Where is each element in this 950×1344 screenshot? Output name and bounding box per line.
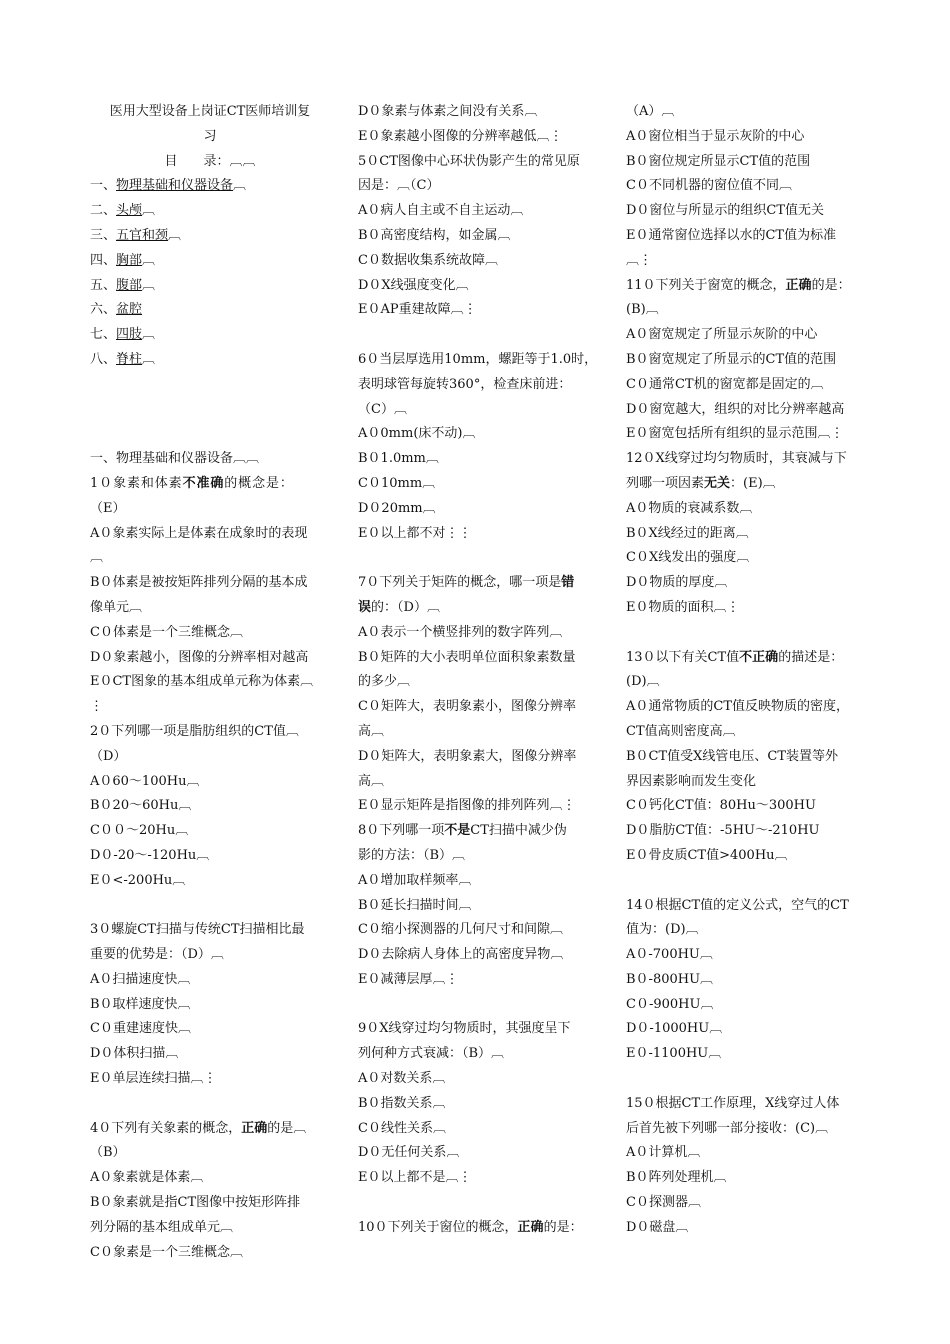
option-line: B０高密度结构，如金属︹ bbox=[358, 227, 511, 243]
option-line: B０-800HU︹ bbox=[626, 971, 714, 987]
toc-item[interactable]: 六、盆腔 bbox=[90, 302, 143, 318]
toc-item[interactable]: 四、胸部︹ bbox=[90, 252, 156, 268]
option-line: B０20～60Hu︹ bbox=[90, 798, 192, 814]
question-text: 2０下列哪一项是脂肪组织的CT值︹ bbox=[90, 723, 299, 739]
toc-link-head[interactable]: 头颅 bbox=[116, 203, 143, 219]
option-line: A０-700HU︹ bbox=[626, 947, 713, 963]
question-text: 9０X线穿过均匀物质时，其强度呈下 bbox=[358, 1021, 571, 1037]
option-line: A０通常物质的CT值反映物质的密度， bbox=[626, 699, 850, 715]
option-line: ⋮ bbox=[90, 699, 103, 715]
question-text: 误的：（D）︹ bbox=[358, 599, 440, 615]
toc-link-ent-neck[interactable]: 五官和颈 bbox=[116, 227, 169, 243]
doc-title-line-2: 习 bbox=[203, 128, 217, 144]
option-line: A０表示一个横竖排列的数字阵列︹ bbox=[358, 624, 563, 640]
option-line: A０窗位相当于显示灰阶的中心 bbox=[626, 128, 805, 144]
option-line: 界因素影响而发生变化 bbox=[626, 773, 757, 789]
option-line: C０10mm︹ bbox=[358, 475, 436, 491]
option-line: E０-1100HU︹ bbox=[626, 1046, 722, 1062]
option-line: A０对数关系︹ bbox=[358, 1071, 446, 1087]
option-line: ︹ bbox=[90, 550, 104, 566]
toc-item[interactable]: 三、五官和颈︹ bbox=[90, 227, 182, 243]
option-line: E０通常窗位选择以水的CT值为标准 bbox=[626, 227, 837, 243]
option-line: CT值高则密度高︹ bbox=[626, 723, 736, 739]
doc-title-line-1: 医用大型设备上岗证CT医师培训复 bbox=[109, 104, 311, 119]
option-line: B０象素就是指CT图像中按矩形阵排 bbox=[90, 1195, 301, 1211]
option-line: A０物质的衰减系数︹ bbox=[626, 500, 753, 516]
question-text: 因是：︹（C） bbox=[358, 178, 440, 194]
column-right bbox=[626, 100, 866, 1241]
question-text: 13０以下有关CT值不正确的描述是： bbox=[626, 649, 844, 665]
option-line: E０骨皮质CT值>400Hu︹ bbox=[626, 847, 788, 863]
option-line: D０X线强度变化︹ bbox=[358, 277, 469, 293]
option-line: C０线性关系︹ bbox=[358, 1120, 446, 1136]
toc-item[interactable]: 八、脊柱︹ bbox=[90, 351, 156, 367]
answer-key: （E） bbox=[90, 500, 126, 516]
toc-link-abdomen[interactable]: 腹部 bbox=[116, 277, 143, 293]
answer-key: （C）︹ bbox=[358, 401, 407, 417]
option-line: D０-1000HU︹ bbox=[626, 1021, 723, 1037]
option-line: E０窗宽包括所有组织的显示范围︹⋮ bbox=[626, 426, 844, 442]
option-line: B０窗位规定所显示CT值的范围 bbox=[626, 153, 811, 169]
column-middle bbox=[358, 100, 598, 1241]
toc-item[interactable]: 七、四肢︹ bbox=[90, 327, 156, 343]
option-line: D０无任何关系︹ bbox=[358, 1145, 460, 1161]
option-line: C０X线发出的强度︹ bbox=[626, 550, 750, 566]
option-line: B０1.0mm︹ bbox=[358, 451, 439, 467]
question-text: 8０下列哪一项不是CT扫描中减少伪 bbox=[358, 823, 567, 839]
option-line: B０延长扫描时间︹ bbox=[358, 897, 472, 913]
question-text: 影的方法：（B）︹ bbox=[358, 847, 466, 863]
option-line: D０20mm︹ bbox=[358, 500, 436, 516]
option-line: D０窗位与所显示的组织CT值无关 bbox=[626, 203, 825, 219]
toc-heading: 目 录：︹︹ bbox=[164, 153, 256, 169]
option-line: A０增加取样频率︹ bbox=[358, 872, 472, 888]
question-text: 15０根据CT工作原理，X线穿过人体 bbox=[626, 1095, 840, 1111]
question-text: 后首先被下列哪一部分接收：(C)︹ bbox=[626, 1120, 829, 1136]
answer-key: （D） bbox=[90, 748, 127, 764]
toc-link-limbs[interactable]: 四肢 bbox=[116, 327, 143, 343]
option-line: E０单层连续扫描︹⋮ bbox=[90, 1071, 217, 1087]
option-line: E０以上都不是︹⋮ bbox=[358, 1170, 472, 1186]
option-line: B０窗宽规定了所显示的CT值的范围 bbox=[626, 351, 837, 367]
toc-link-spine[interactable]: 脊柱 bbox=[116, 351, 143, 367]
option-line: C０矩阵大，表明象素小，图像分辨率 bbox=[358, 699, 576, 715]
answer-key: （B） bbox=[90, 1145, 126, 1161]
toc-item[interactable]: 五、腹部︹ bbox=[90, 277, 156, 293]
option-line: C０数据收集系统故障︹ bbox=[358, 252, 498, 268]
option-line: 高︹ bbox=[358, 773, 385, 789]
option-line: C０通常CT机的窗宽都是固定的︹ bbox=[626, 376, 824, 392]
question-text: 11０下列关于窗宽的概念，正确的是： bbox=[626, 277, 851, 293]
option-line: C０探测器︹ bbox=[626, 1195, 701, 1211]
option-line: B０取样速度快︹ bbox=[90, 996, 191, 1012]
option-line: ︹⋮ bbox=[626, 252, 653, 268]
option-line: D０物质的厚度︹ bbox=[626, 575, 728, 591]
toc-item[interactable]: 一、物理基础和仪器设备︹ bbox=[90, 178, 247, 194]
option-line: C００～20Hu︹ bbox=[90, 823, 189, 839]
option-line: B０CT值受X线管电压、CT装置等外 bbox=[626, 748, 839, 764]
option-line: A０象素就是体素︹ bbox=[90, 1170, 204, 1186]
option-line: D０象素越小，图像的分辨率相对越高 bbox=[90, 649, 309, 665]
option-line: E０显示矩阵是指图像的排列阵列︹⋮ bbox=[358, 798, 576, 814]
option-line: A０0mm(床不动)︹ bbox=[358, 426, 476, 442]
question-text: 值为：(D)︹ bbox=[626, 922, 699, 938]
option-line: C０不同机器的窗位值不同︹ bbox=[626, 178, 792, 194]
option-line: 像单元︹ bbox=[90, 599, 143, 615]
question-text: 重要的优势是：（D）︹ bbox=[90, 947, 224, 963]
option-line: D０矩阵大，表明象素大，图像分辨率 bbox=[358, 748, 577, 764]
option-line: C０重建速度快︹ bbox=[90, 1021, 191, 1037]
option-line: C０象素是一个三维概念︹ bbox=[90, 1244, 243, 1260]
question-text: 14０根据CT值的定义公式，空气的CT bbox=[626, 897, 849, 913]
option-line: B０指数关系︹ bbox=[358, 1095, 446, 1111]
answer-key: (D)︹ bbox=[626, 674, 660, 690]
option-line: D０窗宽越大，组织的对比分辨率越高 bbox=[626, 401, 845, 417]
option-line: D０磁盘︹ bbox=[626, 1219, 689, 1235]
question-text: 1０象素和体素不准确的概念是： bbox=[90, 475, 294, 491]
question-text: 3０螺旋CT扫描与传统CT扫描相比最 bbox=[90, 922, 305, 938]
option-line: C０缩小探测器的几何尺寸和间隙︹ bbox=[358, 922, 563, 938]
question-text: 列哪一项因素无关：(E)︹ bbox=[626, 475, 776, 491]
option-line: E０以上都不对⋮⋮ bbox=[358, 525, 472, 541]
option-line: E０象素越小图像的分辨率越低︹⋮ bbox=[358, 128, 563, 144]
question-text: 10０下列关于窗位的概念，正确的是： bbox=[358, 1219, 583, 1235]
question-text: 6０当层厚选用10mm，螺距等于1.0时， bbox=[358, 351, 598, 367]
option-line: A０60～100Hu︹ bbox=[90, 773, 200, 789]
answer-key: (B)︹ bbox=[626, 302, 659, 318]
option-line: D０去除病人身体上的高密度异物︹ bbox=[358, 947, 564, 963]
option-line: D０-20～-120Hu︹ bbox=[90, 847, 210, 863]
question-text: 列何种方式衰减：（B）︹ bbox=[358, 1046, 505, 1062]
option-line: A０计算机︹ bbox=[626, 1145, 701, 1161]
option-line: E０<-200Hu︹ bbox=[90, 872, 186, 888]
option-line: 列分隔的基本组成单元︹ bbox=[90, 1219, 234, 1235]
option-line: E０AP重建故障︹⋮ bbox=[358, 302, 477, 318]
option-line: B０阵列处理机︹ bbox=[626, 1170, 727, 1186]
option-line: E０减薄层厚︹⋮ bbox=[358, 971, 459, 987]
question-text: 表明球管每旋转360°，检查床前进： bbox=[358, 376, 572, 392]
toc-link-physics[interactable]: 物理基础和仪器设备 bbox=[116, 178, 234, 194]
option-line: D０体积扫描︹ bbox=[90, 1046, 179, 1062]
option-line: A０窗宽规定了所显示灰阶的中心 bbox=[626, 327, 818, 343]
column-left bbox=[90, 100, 330, 1265]
option-line: D０象素与体素之间没有关系︹ bbox=[358, 104, 538, 119]
toc-link-chest[interactable]: 胸部 bbox=[116, 252, 143, 268]
option-line: C０体素是一个三维概念︹ bbox=[90, 624, 243, 640]
question-text: 4０下列有关象素的概念，正确的是︹ bbox=[90, 1120, 307, 1136]
option-line: E０物质的面积︹⋮ bbox=[626, 599, 740, 615]
option-line: 的多少︹ bbox=[358, 674, 411, 690]
question-text: 5０CT图像中心环状伪影产生的常见原 bbox=[358, 153, 580, 169]
option-line: 高︹ bbox=[358, 723, 385, 739]
option-line: C０-900HU︹ bbox=[626, 996, 714, 1012]
option-line: A０象素实际上是体素在成象时的表现 bbox=[90, 525, 308, 541]
option-line: B０X线经过的距离︹ bbox=[626, 525, 749, 541]
option-line: E０CT图象的基本组成单元称为体素︹ bbox=[90, 674, 314, 690]
question-text: 12０X线穿过均匀物质时，其衰减与下 bbox=[626, 451, 847, 467]
toc-link-pelvis[interactable]: 盆腔 bbox=[116, 302, 143, 318]
option-line: D０脂肪CT值：-5HU～-210HU bbox=[626, 823, 820, 839]
toc-item[interactable]: 二、头颅︹ bbox=[90, 203, 156, 219]
answer-key: （A）︹ bbox=[626, 104, 675, 119]
option-line: A０病人自主或不自主运动︹ bbox=[358, 203, 524, 219]
section-heading: 一、物理基础和仪器设备︹︹ bbox=[90, 451, 260, 467]
option-line: C０钙化CT值：80Hu～300HU bbox=[626, 798, 816, 814]
option-line: B０体素是被按矩阵排列分隔的基本成 bbox=[90, 575, 308, 591]
option-line: B０矩阵的大小表明单位面积象素数量 bbox=[358, 649, 576, 665]
question-text: 7０下列关于矩阵的概念，哪一项是错 bbox=[358, 575, 575, 591]
option-line: A０扫描速度快︹ bbox=[90, 971, 191, 987]
